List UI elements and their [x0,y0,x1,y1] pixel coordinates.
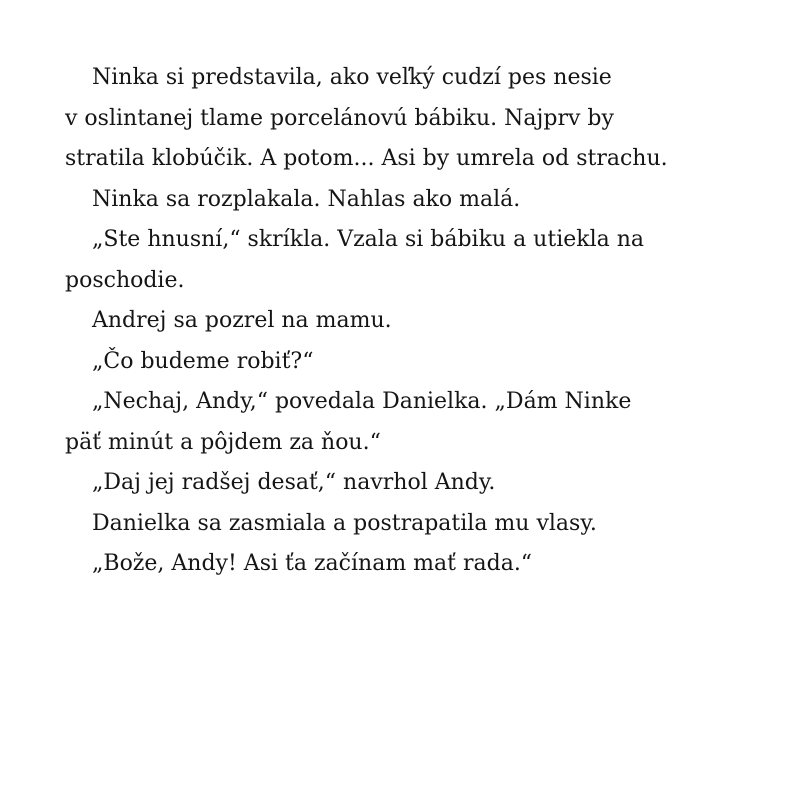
text-line: Danielka sa zasmiala a postrapatila mu vlasy. [92,510,597,536]
text-line: „Bože, Andy! Asi ťa začínam mať rada.“ [92,551,533,576]
text-line: Ninka si predstavila, ako veľký cudzí pes nesie [92,65,612,90]
text-line: päť minút a pôjdem za ňou.“ [65,429,381,455]
text-line: poschodie. [65,267,185,293]
text-line: Ninka sa rozplakala. Nahlas ako malá. [92,186,521,212]
text-line: stratila klobúčik. A potom... Asi by umrela od strachu. [65,146,668,171]
text-line: „Daj jej radšej desať,“ navrhol Andy. [92,470,496,495]
text-line: „Nechaj, Andy,“ povedala Danielka. „Dám Ninke [92,389,632,414]
text-line: „Ste hnusní,“ skríkla. Vzala si bábiku a utiekla na [92,227,645,252]
text-line: „Čo budeme robiť?“ [92,348,314,374]
text-line: Andrej sa pozrel na mamu. [92,308,392,333]
text-line: v oslintanej tlame porcelánovú bábiku. Najprv by [65,105,614,131]
story-text [65,58,755,585]
